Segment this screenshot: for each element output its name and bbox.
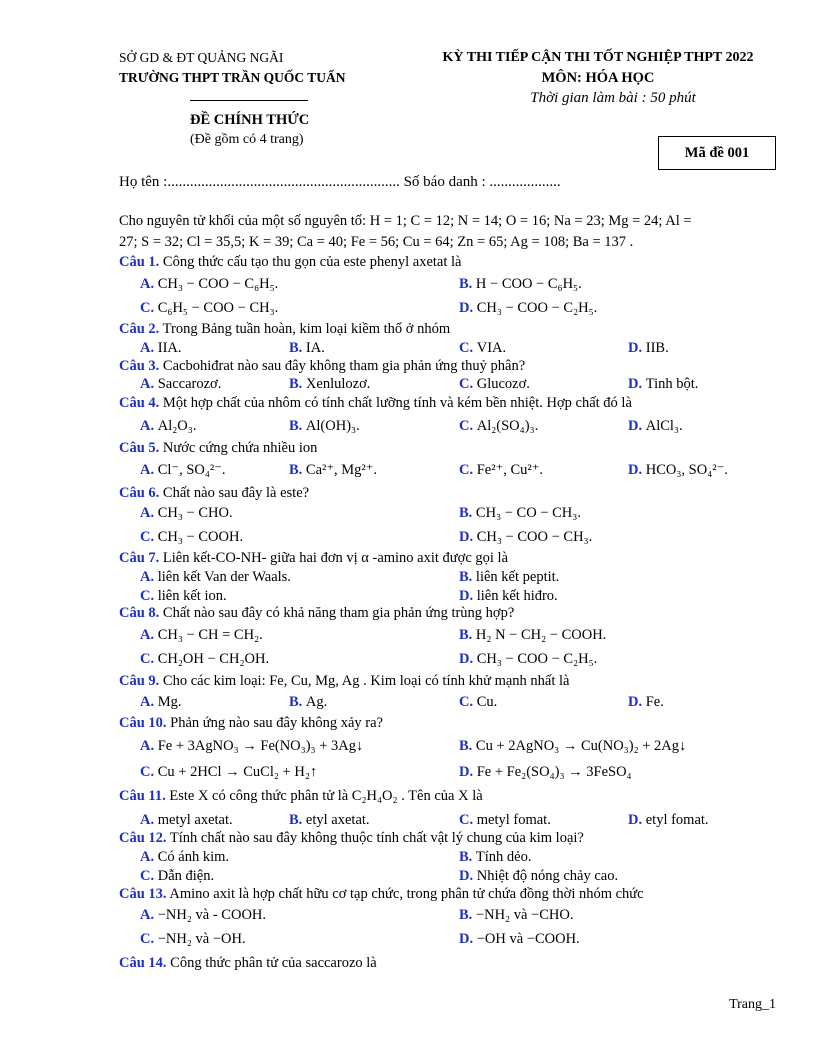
answer-option-d[interactable]: [459, 764, 632, 781]
option-letter: A.: [140, 276, 158, 292]
option-text: Tinh bột.: [645, 376, 699, 392]
option-letter: C.: [459, 812, 477, 828]
option-text: Ca²⁺, Mg²⁺.: [305, 462, 378, 478]
question-number: Câu 10.: [119, 715, 167, 731]
option-letter: B.: [289, 694, 306, 710]
option-text: Ag.: [305, 694, 328, 710]
option-text: metyl fomat.: [476, 812, 551, 828]
option-letter: D.: [628, 462, 646, 478]
answer-option-c[interactable]: [140, 588, 227, 605]
option-text: Dẫn điện.: [157, 868, 215, 884]
question-10: [119, 715, 383, 732]
option-text: liên kết Van der Waals.: [157, 569, 291, 585]
option-letter: A.: [140, 340, 158, 356]
option-letter: A.: [140, 849, 158, 865]
question-11: [119, 788, 483, 805]
answer-option-d[interactable]: [628, 812, 709, 829]
answer-option-c[interactable]: [459, 418, 538, 435]
option-text: Cu.: [476, 694, 498, 710]
page-count: (Đề gồm có 4 trang): [190, 132, 304, 147]
answer-option-c[interactable]: [140, 651, 269, 668]
option-letter: D.: [628, 812, 646, 828]
question-number: Câu 12.: [119, 830, 167, 846]
candidate-id-field[interactable]: Số báo danh : ...................: [403, 174, 561, 190]
answer-option-a[interactable]: [140, 627, 263, 644]
option-text: CH₃ − COO − CH₃.: [476, 529, 593, 545]
question-text: Chất nào sau đây có khả năng tham gia phản ứng trùng hợp?: [159, 605, 515, 621]
option-text: HCO₃, SO₄²⁻.: [645, 462, 728, 478]
answer-option-b[interactable]: [289, 694, 327, 711]
answer-option-d[interactable]: [459, 651, 597, 668]
answer-option-a[interactable]: [140, 907, 266, 924]
answer-option-b[interactable]: [289, 418, 360, 435]
answer-option-d[interactable]: [459, 529, 592, 546]
option-letter: B.: [459, 907, 476, 923]
option-text: Cl⁻, SO₄²⁻.: [157, 462, 226, 478]
option-text: etyl axetat.: [305, 812, 370, 828]
candidate-name-field[interactable]: Họ tên :..............................................................: [119, 174, 400, 190]
question-14: [119, 955, 377, 972]
question-text: Công thức cấu tạo thu gọn của este phenyl axetat là: [159, 254, 462, 270]
answer-option-c[interactable]: [140, 300, 278, 317]
answer-option-d[interactable]: [628, 376, 698, 393]
option-text: Xenlulozơ.: [305, 376, 371, 392]
option-letter: D.: [459, 588, 477, 604]
option-text: −NH₂ và −CHO.: [475, 907, 574, 923]
option-letter: C.: [140, 931, 158, 947]
exam-title: KỲ THI TIẾP CẬN THI TỐT NGHIỆP THPT 2022: [442, 50, 754, 65]
question-text: Este X có công thức phân tử là C₂H₄O₂ . Tên của X là: [165, 788, 483, 804]
answer-option-d[interactable]: [459, 588, 558, 605]
option-letter: A.: [140, 627, 158, 643]
answer-option-c[interactable]: [140, 529, 243, 546]
option-text: Cu + 2AgNO₃ → Cu(NO₃)₂ + 2Ag↓: [475, 738, 687, 754]
option-text: Nhiệt độ nóng chảy cao.: [476, 868, 619, 884]
question-number: Câu 14.: [119, 955, 167, 971]
option-letter: C.: [140, 764, 158, 780]
exam-code: Mã đề 001: [684, 144, 750, 161]
option-letter: A.: [140, 505, 158, 521]
option-letter: D.: [459, 529, 477, 545]
option-letter: D.: [628, 340, 646, 356]
answer-option-d[interactable]: [459, 868, 618, 885]
question-number: Câu 9.: [119, 673, 160, 689]
option-text: H − COO − C₆H₅.: [475, 276, 582, 292]
exam-code-box: [658, 136, 776, 170]
question-8: [119, 605, 514, 622]
answer-option-a[interactable]: [140, 738, 363, 755]
option-letter: A.: [140, 462, 158, 478]
answer-option-a[interactable]: [140, 418, 196, 435]
option-letter: B.: [289, 418, 306, 434]
school-header: [119, 48, 346, 88]
option-letter: A.: [140, 376, 158, 392]
option-text: metyl axetat.: [157, 812, 233, 828]
question-number: Câu 1.: [119, 254, 160, 270]
option-letter: D.: [459, 931, 477, 947]
answer-option-c[interactable]: [459, 694, 497, 711]
answer-option-d[interactable]: [459, 300, 597, 317]
department-name: SỞ GD & ĐT QUẢNG NGÃI: [119, 50, 284, 65]
answer-option-b[interactable]: [289, 376, 370, 393]
answer-option-d[interactable]: [628, 340, 669, 357]
option-text: CH₃ − COO − C₂H₅.: [476, 300, 598, 316]
option-letter: C.: [459, 376, 477, 392]
option-text: −NH₂ và - COOH.: [157, 907, 267, 923]
question-text: Cho các kim loại: Fe, Cu, Mg, Ag . Kim loại có tính khử mạnh nhất là: [159, 673, 570, 689]
question-number: Câu 6.: [119, 485, 160, 501]
option-letter: C.: [140, 588, 158, 604]
option-text: Fe + 3AgNO₃ → Fe(NO₃)₃ + 3Ag↓: [157, 738, 364, 754]
answer-option-b[interactable]: [289, 812, 370, 829]
question-3: [119, 358, 525, 375]
option-text: Cu + 2HCl → CuCl₂ + H₂↑: [157, 764, 318, 780]
option-text: IA.: [305, 340, 325, 356]
option-letter: B.: [459, 738, 476, 754]
option-letter: B.: [459, 569, 476, 585]
exam-time: Thời gian làm bài : 50 phút: [530, 90, 696, 106]
option-text: Al₂O₃.: [157, 418, 197, 434]
question-text: Liên kết-CO-NH- giữa hai đơn vị α -amino axit được gọi là: [159, 550, 509, 566]
option-text: CH₃ − COO − C₂H₅.: [476, 651, 598, 667]
option-text: etyl fomat.: [645, 812, 709, 828]
option-text: CH₃ − COOH.: [157, 529, 244, 545]
answer-option-a[interactable]: [140, 849, 229, 866]
option-text: CH₂OH − CH₂OH.: [157, 651, 270, 667]
option-text: IIA.: [157, 340, 182, 356]
atomic-masses-line2: 27; S = 32; Cl = 35,5; K = 39; Ca = 40; Fe = 56; Cu = 64; Zn = 65; Ag = 108; Ba = 137 .: [119, 234, 634, 250]
candidate-line: [119, 174, 561, 191]
option-text: −OH và −COOH.: [476, 931, 580, 947]
answer-option-a[interactable]: [140, 276, 278, 293]
option-text: AlCl₃.: [645, 418, 683, 434]
school-name: TRƯỜNG THPT TRẦN QUỐC TUẤN: [119, 70, 346, 85]
option-letter: D.: [459, 868, 477, 884]
official-label: ĐỀ CHÍNH THỨC: [190, 112, 310, 128]
answer-option-c[interactable]: [459, 340, 506, 357]
answer-option-c[interactable]: [459, 376, 530, 393]
option-letter: B.: [459, 276, 476, 292]
question-number: Câu 7.: [119, 550, 160, 566]
option-text: CH₃ − COO − C₆H₅.: [157, 276, 279, 292]
option-text: Fe.: [645, 694, 664, 710]
question-number: Câu 4.: [119, 395, 160, 411]
option-letter: C.: [459, 340, 477, 356]
option-letter: C.: [140, 868, 158, 884]
question-6: [119, 485, 309, 502]
option-letter: B.: [459, 627, 476, 643]
answer-option-b[interactable]: [459, 907, 573, 924]
option-letter: B.: [289, 376, 306, 392]
option-text: Al(OH)₃.: [305, 418, 360, 434]
answer-option-d[interactable]: [459, 931, 580, 948]
answer-option-b[interactable]: [459, 569, 559, 586]
option-letter: B.: [459, 505, 476, 521]
answer-option-d[interactable]: [628, 694, 664, 711]
option-text: liên kết ion.: [157, 588, 227, 604]
answer-option-a[interactable]: [140, 462, 226, 479]
option-text: H₂ N − CH₂ − COOH.: [475, 627, 607, 643]
exam-header: [412, 48, 784, 108]
header-divider: [190, 100, 308, 101]
option-text: Fe²⁺, Cu²⁺.: [476, 462, 544, 478]
option-text: liên kết peptit.: [475, 569, 560, 585]
option-letter: C.: [140, 651, 158, 667]
answer-option-b[interactable]: [289, 340, 325, 357]
option-text: Mg.: [157, 694, 182, 710]
answer-option-a[interactable]: [140, 376, 221, 393]
answer-option-c[interactable]: [140, 764, 317, 781]
option-letter: D.: [628, 376, 646, 392]
option-letter: D.: [459, 764, 477, 780]
question-text: Nước cứng chứa nhiều ion: [159, 440, 318, 456]
question-2: [119, 321, 450, 338]
question-number: Câu 5.: [119, 440, 160, 456]
question-text: Tính chất nào sau đây không thuộc tính chất vật lý chung của kim loại?: [166, 830, 584, 846]
answer-option-b[interactable]: [459, 627, 606, 644]
option-text: Glucozơ.: [476, 376, 530, 392]
option-text: IIB.: [645, 340, 669, 356]
question-7: [119, 550, 508, 567]
option-text: CH₃ − CHO.: [157, 505, 233, 521]
option-letter: A.: [140, 907, 158, 923]
atomic-masses-line1: Cho nguyên tử khối của một số nguyên tố: H = 1; C = 12; N = 14; O = 16; Na = 23; Mg = 24; Al =: [119, 213, 692, 229]
option-letter: C.: [459, 418, 477, 434]
answer-option-b[interactable]: [459, 849, 532, 866]
option-text: CH₃ − CH = CH₂.: [157, 627, 263, 643]
question-1: [119, 254, 462, 271]
atomic-masses: [119, 211, 739, 253]
option-letter: C.: [140, 300, 158, 316]
option-text: Saccarozơ.: [157, 376, 222, 392]
page-footer: Trang_1: [729, 997, 776, 1012]
option-letter: C.: [140, 529, 158, 545]
question-number: Câu 2.: [119, 321, 160, 337]
option-letter: A.: [140, 569, 158, 585]
option-letter: B.: [289, 462, 306, 478]
question-text: Một hợp chất của nhôm có tính chất lưỡng tính và kém bền nhiệt. Hợp chất đó là: [159, 395, 632, 411]
question-4: [119, 395, 632, 412]
question-number: Câu 3.: [119, 358, 160, 374]
question-9: [119, 673, 569, 690]
question-12: [119, 830, 584, 847]
option-text: VIA.: [476, 340, 507, 356]
option-letter: D.: [459, 300, 477, 316]
question-number: Câu 11.: [119, 788, 166, 804]
option-letter: D.: [459, 651, 477, 667]
answer-option-a[interactable]: [140, 340, 182, 357]
option-letter: B.: [289, 340, 306, 356]
option-letter: C.: [459, 462, 477, 478]
option-letter: C.: [459, 694, 477, 710]
option-text: Al₂(SO₄)₃.: [476, 418, 539, 434]
answer-option-a[interactable]: [140, 505, 233, 522]
option-letter: D.: [628, 418, 646, 434]
answer-option-b[interactable]: [459, 505, 581, 522]
option-letter: A.: [140, 738, 158, 754]
answer-option-d[interactable]: [628, 462, 728, 479]
question-5: [119, 440, 317, 457]
question-text: Cacbohiđrat nào sau đây không tham gia phản ứng thuỷ phân?: [159, 358, 526, 374]
option-letter: A.: [140, 418, 158, 434]
answer-option-c[interactable]: [140, 868, 214, 885]
answer-option-c[interactable]: [459, 812, 551, 829]
question-13: [119, 886, 644, 903]
option-text: Tính dẻo.: [475, 849, 532, 865]
option-letter: A.: [140, 812, 158, 828]
exam-subject: MÔN: HÓA HỌC: [541, 70, 655, 86]
question-text: Chất nào sau đây là este?: [159, 485, 310, 501]
question-number: Câu 8.: [119, 605, 160, 621]
answer-option-c[interactable]: [140, 931, 246, 948]
option-text: Có ánh kim.: [157, 849, 230, 865]
option-text: Fe + Fe₂(SO₄)₃ → 3FeSO₄: [476, 764, 632, 780]
question-text: Công thức phân tử của saccarozo là: [166, 955, 377, 971]
answer-option-c[interactable]: [459, 462, 543, 479]
official-block: [190, 110, 309, 150]
option-text: liên kết hiđro.: [476, 588, 558, 604]
answer-option-a[interactable]: [140, 694, 182, 711]
option-text: CH₃ − CO − CH₃.: [475, 505, 581, 521]
question-text: Trong Bảng tuần hoàn, kim loại kiềm thổ ở nhóm: [159, 321, 451, 337]
option-letter: D.: [628, 694, 646, 710]
question-text: Phản ứng nào sau đây không xảy ra?: [166, 715, 383, 731]
answer-option-b[interactable]: [459, 738, 686, 755]
option-letter: B.: [289, 812, 306, 828]
answer-option-b[interactable]: [289, 462, 377, 479]
option-letter: A.: [140, 694, 158, 710]
answer-option-a[interactable]: [140, 812, 233, 829]
answer-option-b[interactable]: [459, 276, 582, 293]
question-number: Câu 13.: [119, 886, 167, 902]
option-text: −NH₂ và −OH.: [157, 931, 246, 947]
answer-option-a[interactable]: [140, 569, 291, 586]
answer-option-d[interactable]: [628, 418, 683, 435]
question-text: Amino axit là hợp chất hữu cơ tạp chức, trong phân tử chứa đồng thời nhóm chức: [166, 886, 644, 902]
option-text: C₆H₅ − COO − CH₃.: [157, 300, 279, 316]
option-letter: B.: [459, 849, 476, 865]
